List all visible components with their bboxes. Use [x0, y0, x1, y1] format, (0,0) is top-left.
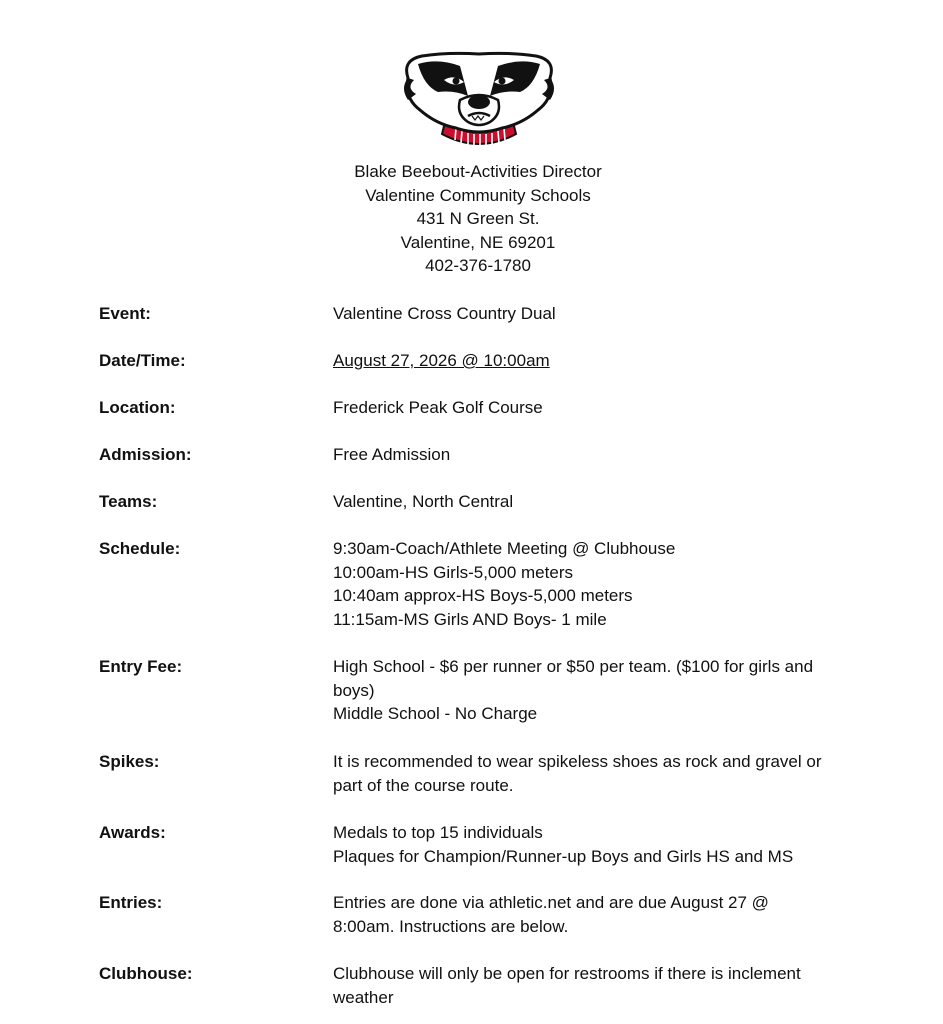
header-line: Valentine, NE 69201	[400, 232, 556, 252]
header-line: 431 N Green St.	[416, 209, 540, 229]
contact-header	[0, 160, 943, 278]
value-line: Plaques for Champion/Runner-up Boys and Girls HS and MS	[333, 846, 794, 866]
header-line: Blake Beebout-Activities Director	[354, 162, 602, 181]
field-value	[333, 655, 853, 726]
field-value	[333, 490, 853, 514]
value-line: 8:00am. Instructions are below.	[333, 916, 569, 936]
value-line: 11:15am-MS Girls AND Boys- 1 mile	[333, 609, 607, 629]
header-line: Valentine Community Schools	[365, 185, 591, 205]
value-line: part of the course route.	[333, 775, 514, 795]
field-label: Awards:	[99, 823, 166, 842]
field-value	[333, 302, 853, 326]
field-value	[333, 443, 853, 467]
value-line: Medals to top 15 individuals	[333, 823, 543, 842]
value-line: Middle School - No Charge	[333, 704, 538, 724]
field-label: Location:	[99, 398, 176, 417]
value-line: 10:00am-HS Girls-5,000 meters	[333, 562, 573, 582]
value-line: Frederick Peak Golf Course	[333, 398, 543, 417]
value-line: weather	[333, 987, 394, 1007]
value-line: Clubhouse will only be open for restrooms if there is inclement	[333, 964, 801, 983]
field-label: Admission:	[99, 445, 192, 464]
value-line: Valentine, North Central	[333, 492, 514, 511]
field-value	[333, 821, 853, 868]
field-label: Date/Time:	[99, 351, 186, 370]
field-label: Entry Fee:	[99, 657, 183, 676]
field-label: Event:	[99, 304, 151, 323]
field-label: Teams:	[99, 492, 158, 511]
field-label: Clubhouse:	[99, 964, 193, 983]
field-value	[333, 891, 853, 938]
value-line: Entries are done via athletic.net and are due August 27 @	[333, 893, 769, 912]
field-value	[333, 396, 853, 420]
value-line: High School - $6 per runner or $50 per team. ($100 for girls and	[333, 657, 814, 676]
field-value	[333, 750, 853, 797]
field-value	[333, 349, 853, 373]
value-line: August 27, 2026 @ 10:00am	[333, 351, 550, 370]
field-label: Schedule:	[99, 539, 181, 558]
value-line: Valentine Cross Country Dual	[333, 304, 556, 323]
value-line: It is recommended to wear spikeless shoes as rock and gravel or	[333, 752, 822, 771]
value-line: boys)	[333, 680, 375, 700]
field-label: Spikes:	[99, 752, 160, 771]
field-label: Entries:	[99, 893, 163, 912]
field-value	[333, 537, 853, 631]
header-line: 402-376-1780	[425, 256, 531, 276]
field-value	[333, 962, 853, 1009]
badger-mascot-logo	[398, 50, 560, 152]
value-line: 9:30am-Coach/Athlete Meeting @ Clubhouse	[333, 539, 676, 558]
value-line: Free Admission	[333, 445, 451, 464]
value-line: 10:40am approx-HS Boys-5,000 meters	[333, 586, 633, 606]
